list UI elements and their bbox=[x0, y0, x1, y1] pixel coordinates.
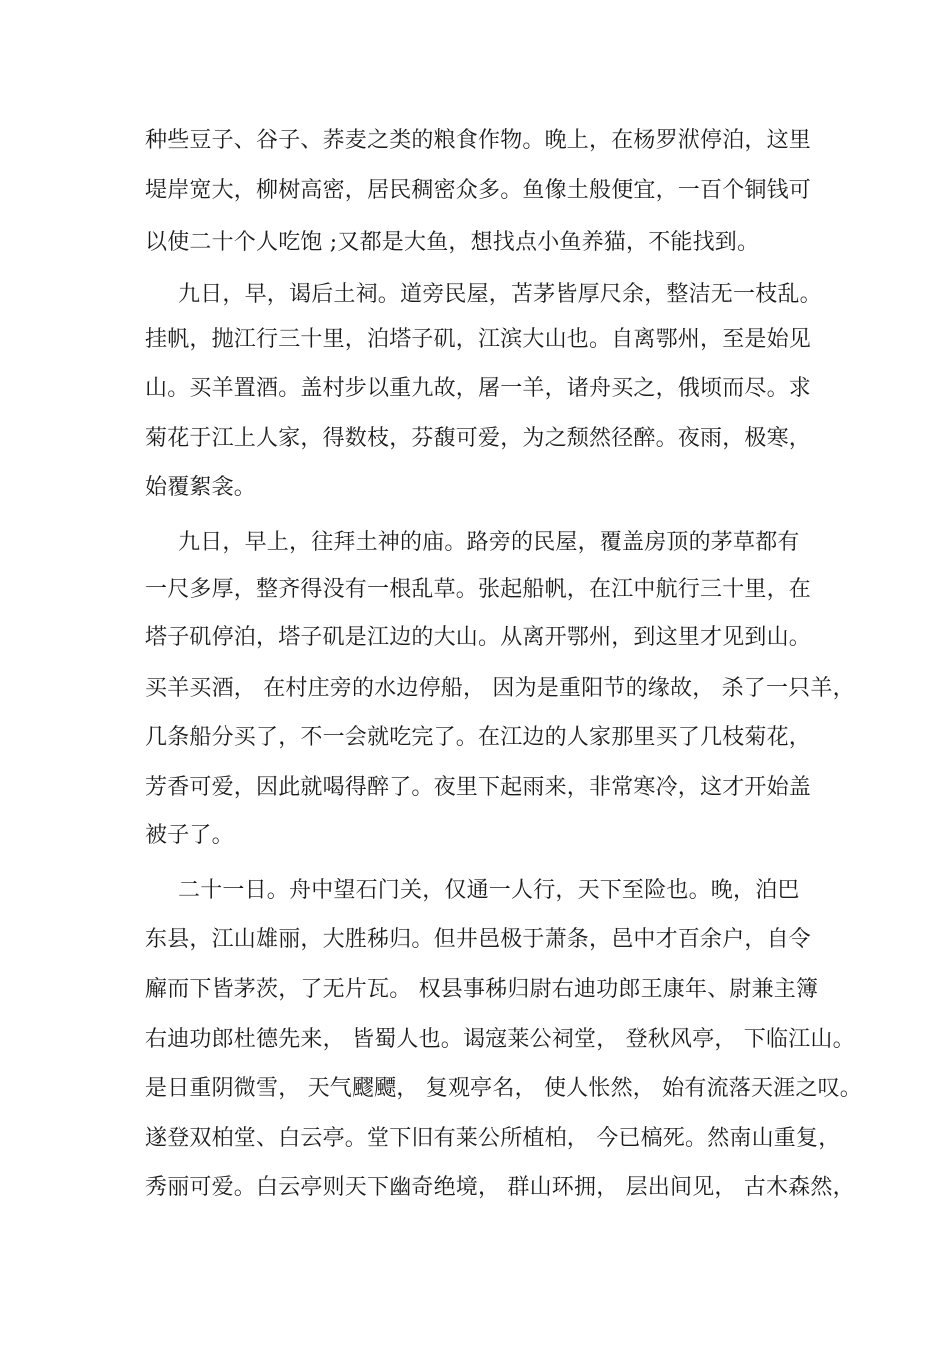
text-line: 右迪功郎杜德先来， 皆蜀人也。谒寇莱公祠堂， 登秋风亭， 下临江山。 bbox=[145, 1027, 855, 1052]
text-line: 塔子矶停泊，塔子矶是江边的大山。从离开鄂州，到这里才见到山。 bbox=[145, 625, 812, 650]
text-line: 菊花于江上人家，得数枝，芬馥可爱，为之颓然径醉。夜雨，极寒， bbox=[145, 426, 812, 451]
text-line: 堤岸宽大，柳树高密，居民稠密众多。鱼像土般便宜，一百个铜钱可 bbox=[145, 178, 812, 203]
text-line: 山。买羊置酒。盖村步以重九故，屠一羊，诸舟买之，俄顷而尽。求 bbox=[145, 376, 812, 401]
text-line: 几条船分买了，不一会就吃完了。在江边的人家那里买了几枝菊花， bbox=[145, 725, 812, 750]
text-line: 是日重阴微雪， 天气飂飃， 复观亭名， 使人怅然， 始有流落天涯之叹。 bbox=[145, 1076, 862, 1101]
text-line: 东县，江山雄丽，大胜秭归。但井邑极于萧条，邑中才百余户，自令 bbox=[145, 927, 812, 952]
text-line: 廨而下皆茅茨，了无片瓦。 权县事秭归尉右迪功郎王康年、尉兼主簿 bbox=[145, 977, 819, 1002]
text-line: 种些豆子、谷子、荞麦之类的粮食作物。晚上，在杨罗洑停泊，这里 bbox=[145, 128, 812, 153]
text-line: 以使二十个人吃饱 ;又都是大鱼，想找点小鱼养猫，不能找到。 bbox=[145, 230, 760, 255]
text-line: 买羊买酒， 在村庄旁的水边停船， 因为是重阳节的缘故， 杀了一只羊， bbox=[145, 676, 855, 701]
text-line: 被子了。 bbox=[145, 823, 234, 848]
paragraph-start-line: 九日，早上，往拜土神的庙。路旁的民屋，覆盖房顶的茅草都有 bbox=[178, 530, 800, 555]
text-line: 挂帆，抛江行三十里，泊塔子矶，江滨大山也。自离鄂州，至是始见 bbox=[145, 327, 812, 352]
text-line: 秀丽可爱。白云亭则天下幽奇绝境， 群山环拥， 层出间见， 古木森然， bbox=[145, 1175, 855, 1200]
text-line: 一尺多厚，整齐得没有一根乱草。张起船帆，在江中航行三十里，在 bbox=[145, 577, 812, 602]
text-line: 遂登双柏堂、白云亭。堂下旧有莱公所植柏， 今已槁死。然南山重复， bbox=[145, 1126, 841, 1151]
text-line: 芳香可爱，因此就喝得醉了。夜里下起雨来，非常寒冷，这才开始盖 bbox=[145, 775, 812, 800]
paragraph-start-line: 二十一日。舟中望石门关，仅通一人行，天下至险也。晚，泊巴 bbox=[178, 878, 800, 903]
text-line: 始覆絮衾。 bbox=[145, 475, 257, 500]
paragraph-start-line: 九日，早，谒后土祠。道旁民屋，苫茅皆厚尺余，整洁无一枝乱。 bbox=[178, 282, 822, 307]
